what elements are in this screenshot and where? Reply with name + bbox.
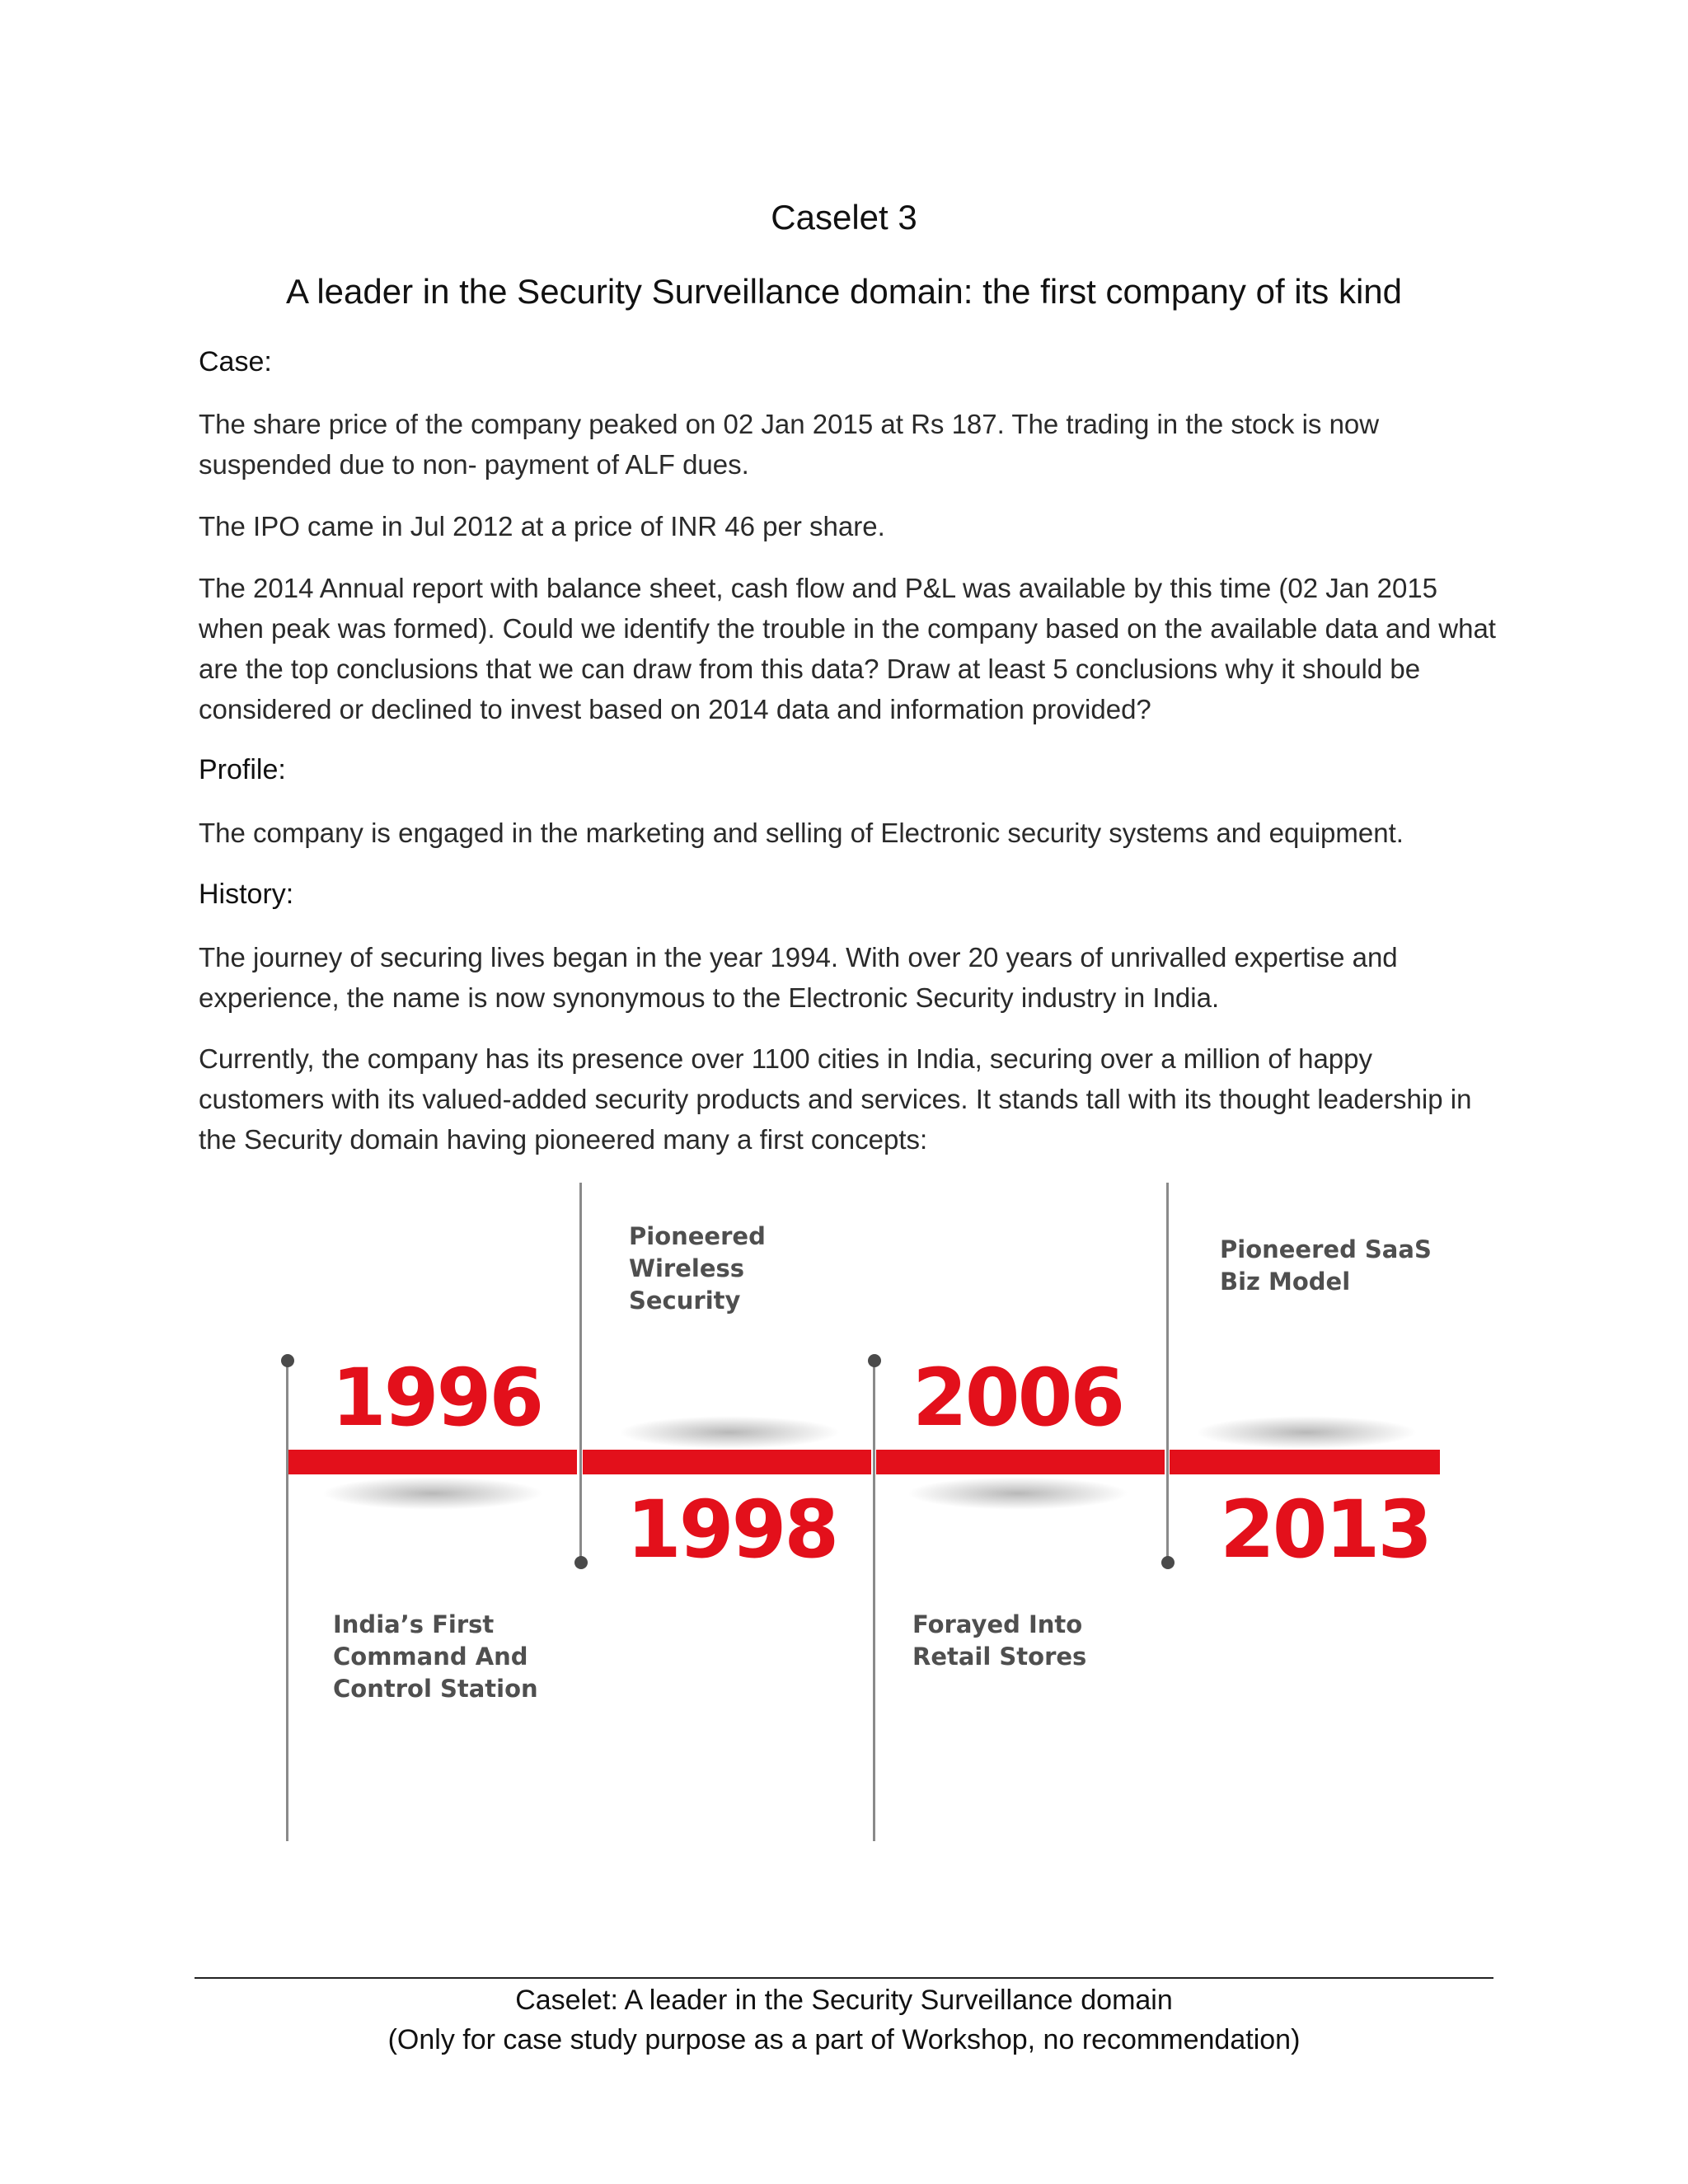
- timeline-line-1996: [286, 1361, 288, 1841]
- timeline-line-2006: [873, 1361, 875, 1841]
- page-subtitle: A leader in the Security Surveillance domain: the first company of its kind: [285, 272, 1402, 311]
- timeline-year-1998: 1998: [626, 1483, 837, 1576]
- footer-divider: [195, 1977, 1493, 1979]
- case-paragraph-1: The share price of the company peaked on 02 Jan 2015 at Rs 187. The trading in the stock is now suspended due to non- payment of ALF dues.: [199, 409, 1380, 480]
- profile-heading: Profile:: [199, 754, 286, 785]
- case-heading: Case:: [199, 346, 272, 377]
- timeline-dot-1996: [281, 1354, 294, 1367]
- timeline-dot-2013: [1161, 1556, 1175, 1569]
- profile-text: The company is engaged in the marketing and selling of Electronic security systems and equipment.: [199, 818, 1404, 848]
- timeline-year-2013: 2013: [1220, 1483, 1431, 1576]
- case-paragraph-2: The IPO came in Jul 2012 at a price of INR 46 per share.: [199, 511, 885, 541]
- timeline-year-2006: 2006: [912, 1352, 1123, 1444]
- footer-line-2: (Only for case study purpose as a part of Workshop, no recommendation): [387, 2024, 1301, 2055]
- timeline-bar-segment: [583, 1450, 871, 1474]
- timeline-label-2006: Forayed Into Retail Stores: [912, 1610, 1087, 1671]
- timeline-label-2013: Pioneered SaaS Biz Model: [1220, 1235, 1432, 1296]
- timeline-year-1996: 1996: [331, 1352, 542, 1444]
- timeline-shadow: [321, 1477, 544, 1510]
- page-title: Caselet 3: [771, 198, 917, 237]
- timeline-label-1996: India’s First Command And Control Station: [333, 1610, 538, 1703]
- timeline-shadow: [907, 1477, 1129, 1510]
- timeline-dot-2006: [868, 1354, 881, 1367]
- timeline-bar-segment: [1170, 1450, 1440, 1474]
- timeline-line-2013: [1166, 1183, 1169, 1563]
- timeline-line-1998: [579, 1183, 582, 1563]
- footer-line-1: Caselet: A leader in the Security Surveillance domain: [515, 1985, 1173, 2016]
- history-paragraph-2: Currently, the company has its presence over 1100 cities in India, securing over a million of happy customers with its valued-added security products and services. It stands tall with its thought leadership in the Security domain having pioneered many a first concepts:: [199, 1043, 1472, 1155]
- history-heading: History:: [199, 879, 294, 910]
- timeline-bar-segment: [288, 1450, 577, 1474]
- timeline-shadow: [1195, 1416, 1418, 1449]
- history-paragraph-1: The journey of securing lives began in the year 1994. With over 20 years of unrivalled expertise and experience, the name is now synonymous to the Electronic Security industry in India.: [199, 942, 1398, 1013]
- timeline-dot-1998: [574, 1556, 588, 1569]
- timeline-shadow: [618, 1416, 841, 1449]
- timeline-bar-segment: [876, 1450, 1165, 1474]
- timeline-label-1998: Pioneered Wireless Security: [629, 1222, 766, 1315]
- case-paragraph-3: The 2014 Annual report with balance sheet, cash flow and P&L was available by this time (02 Jan 2015 when peak was formed). Could we identify the trouble in the company based on the available data and what are the top conclusions that we can draw from this data? Draw at least 5 conclusions why it should be considered or declined to invest based on 2014 data and information provided?: [199, 573, 1496, 724]
